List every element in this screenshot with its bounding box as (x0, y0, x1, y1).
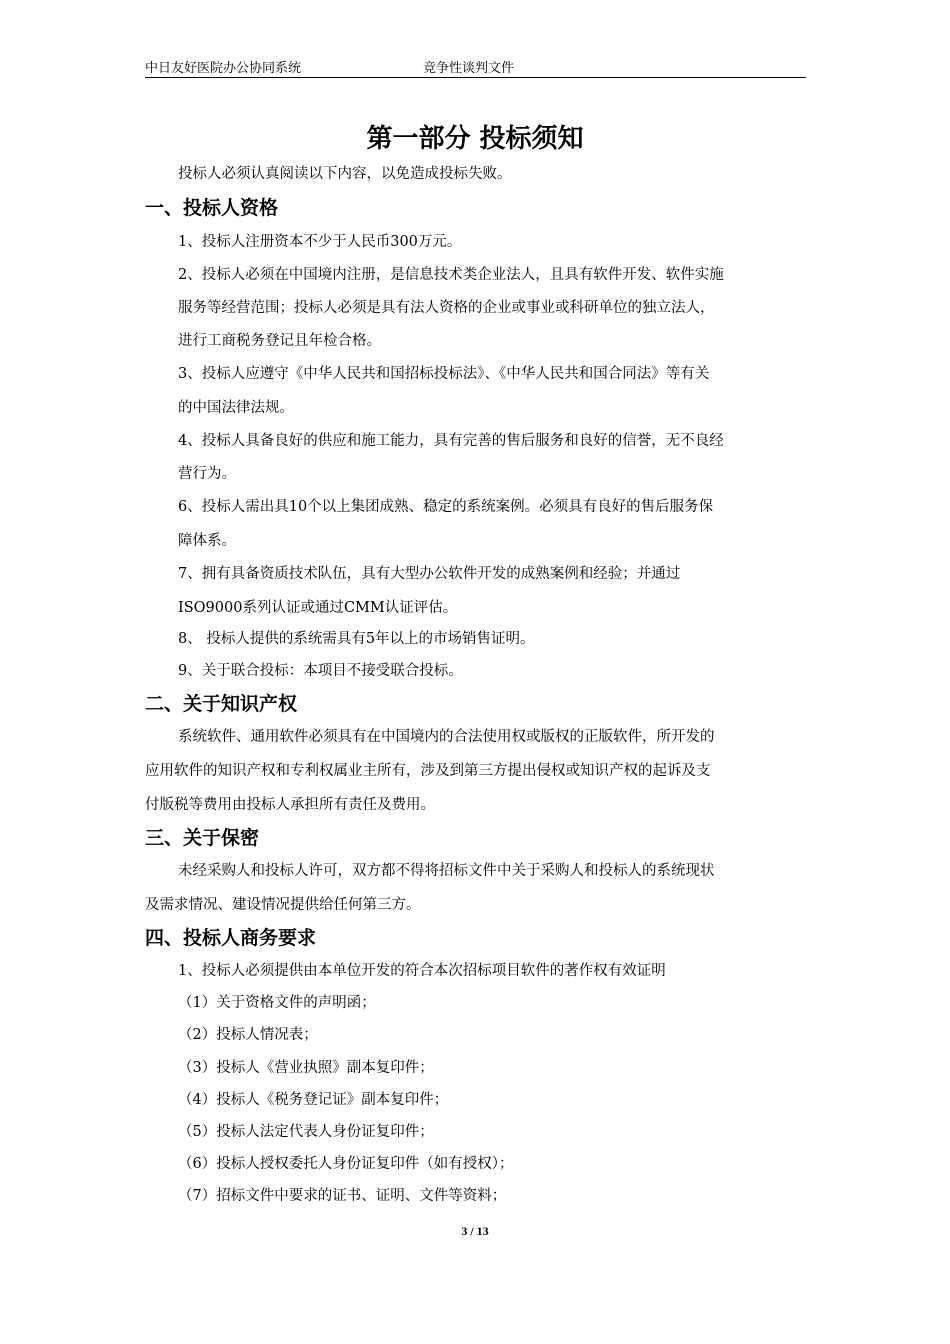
header-document-type: 竞争性谈判文件 (423, 61, 515, 76)
section-line: 障体系。 (178, 533, 236, 549)
page-number: 3 / 13 (461, 1224, 489, 1238)
header-system-name: 中日友好医院办公协同系统 (145, 61, 302, 76)
section-line: 进行工商税务登记且年检合格。 (178, 333, 381, 349)
section-line: 未经采购人和投标人许可，双方都不得将招标文件中关于采购人和投标人的系统现状 (178, 863, 715, 879)
section-line: 的中国法律法规。 (178, 400, 294, 416)
section-line: 1、投标人注册资本不少于人民币300万元。 (178, 234, 462, 250)
page-header (145, 57, 806, 78)
section-line: 3、投标人应遵守《中华人民共和国招标投标法》、《中华人民共和国合同法》等有关 (178, 366, 710, 382)
list-item: （7）招标文件中要求的证书、证明、文件等资料； (178, 1188, 507, 1204)
list-item: （4）投标人《税务登记证》副本复印件； (178, 1092, 449, 1108)
page-title: 第一部分 投标须知 (366, 124, 584, 154)
section-line: 付版税等费用由投标人承担所有责任及费用。 (145, 797, 435, 813)
section-line: 1、投标人必须提供由本单位开发的符合本次招标项目软件的著作权有效证明 (178, 963, 666, 979)
list-item: （1）关于资格文件的声明函； (178, 995, 376, 1011)
section-heading: 四、投标人商务要求 (145, 927, 317, 949)
section-line: 及需求情况、建设情况提供给任何第三方。 (145, 897, 421, 913)
list-item: （3）投标人《营业执照》副本复印件； (178, 1060, 434, 1076)
section-heading: 二、关于知识产权 (145, 693, 298, 715)
list-item: （5）投标人法定代表人身份证复印件； (178, 1124, 434, 1140)
intro-text: 投标人必须认真阅读以下内容，以免造成投标失败。 (178, 166, 512, 182)
section-line: 系统软件、通用软件必须具有在中国境内的合法使用权或版权的正版软件，所开发的 (178, 729, 715, 745)
section-line: 7、拥有具备资质技术队伍，具有大型办公软件开发的成熟案例和经验；并通过 (178, 566, 681, 582)
section-line: 6、投标人需出具10个以上集团成熟、稳定的系统案例。必须具有良好的售后服务保 (178, 499, 714, 515)
section-line: 服务等经营范围；投标人必须是具有法人资格的企业或事业或科研单位的独立法人， (178, 300, 715, 316)
section-line: 4、投标人具备良好的供应和施工能力，具有完善的售后服务和良好的信誉，无不良经 (178, 433, 724, 449)
section-line: ISO9000系列认证或通过CMM认证评估。 (178, 600, 458, 616)
section-line: 2、投标人必须在中国境内注册，是信息技术类企业法人，且具有软件开发、软件实施 (178, 267, 724, 283)
section-heading: 一、投标人资格 (145, 197, 279, 219)
list-item: （2）投标人情况表； (178, 1027, 318, 1043)
section-line: 应用软件的知识产权和专利权属业主所有，涉及到第三方提出侵权或知识产权的起诉及支 (145, 763, 711, 779)
section-line: 8、 投标人提供的系统需具有5年以上的市场销售证明。 (178, 631, 535, 647)
section-line: 9、关于联合投标：本项目不接受联合投标。 (178, 663, 463, 679)
list-item: （6）投标人授权委托人身份证复印件（如有授权）； (178, 1156, 514, 1172)
section-heading: 三、关于保密 (145, 827, 260, 849)
section-line: 营行为。 (178, 466, 236, 482)
